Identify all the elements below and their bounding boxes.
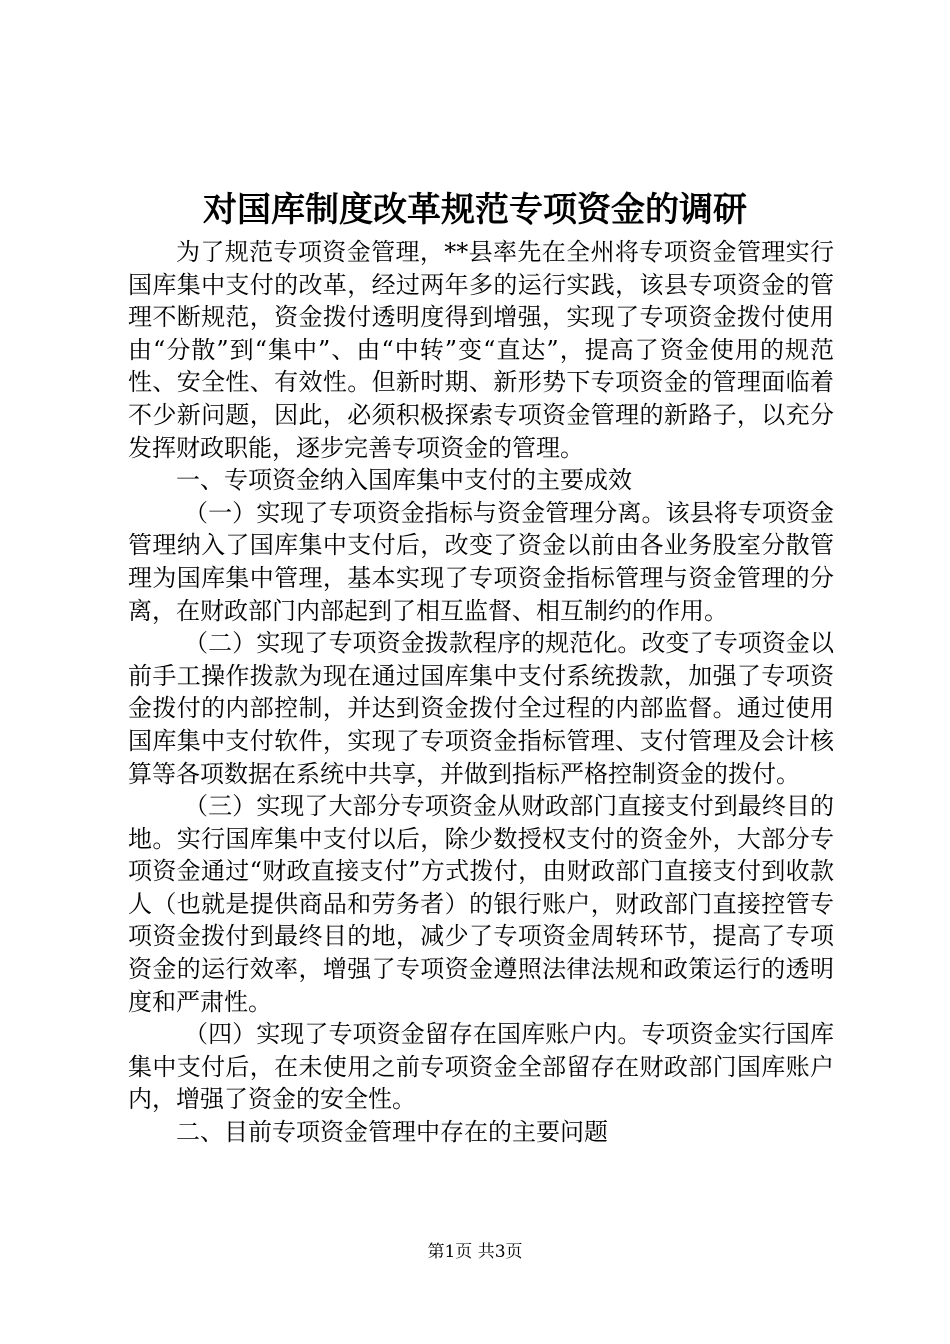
document-body — [128, 236, 834, 1149]
section-heading-2: 二、目前专项资金管理中存在的主要问题 — [176, 1118, 608, 1147]
paragraph-item-2: （二）实现了专项资金拨款程序的规范化。改变了专项资金以前手工操作拨款为现在通过国库集中支付系统拨款，加强了专项资金拨付的内部控制，并达到资金拨付全过程的内部监督。通过使用国库集中支付软件，实现了专项资金指标管理、支付管理及会计核算等各项数据在系统中共享，并做到指标严格控制资金的拨付。 — [128, 629, 834, 788]
page-number-footer: 第1页 共3页 — [427, 1242, 523, 1262]
paragraph-item-1: （一）实现了专项资金指标与资金管理分离。该县将专项资金管理纳入了国库集中支付后，改变了资金以前由各业务股室分散管理为国库集中管理，基本实现了专项资金指标管理与资金管理的分离，在财政部门内部起到了相互监督、相互制约的作用。 — [128, 498, 834, 625]
paragraph-item-4: （四）实现了专项资金留存在国库账户内。专项资金实行国库集中支付后，在未使用之前专项资金全部留存在财政部门国库账户内，增强了资金的安全性。 — [128, 1020, 834, 1114]
section-heading-1: 一、专项资金纳入国库集中支付的主要成效 — [176, 466, 632, 495]
document-title: 对国库制度改革规范专项资金的调研 — [203, 190, 747, 230]
paragraph-intro: 为了规范专项资金管理，**县率先在全州将专项资金管理实行国库集中支付的改革，经过两年多的运行实践，该县专项资金的管理不断规范，资金拨付透明度得到增强，实现了专项资金拨付使用由“分散”到“集中”、由“中转”变“直达”，提高了资金使用的规范性、安全性、有效性。但新时期、新形势下专项资金的管理面临着不少新问题，因此，必须积极探索专项资金管理的新路子，以充分发挥财政职能，逐步完善专项资金的管理。 — [128, 238, 834, 462]
paragraph-item-3: （三）实现了大部分专项资金从财政部门直接支付到最终目的地。实行国库集中支付以后，除少数授权支付的资金外，大部分专项资金通过“财政直接支付”方式拨付，由财政部门直接支付到收款人（也就是提供商品和劳务者）的银行账户，财政部门直接控管专项资金拨付到最终目的地，减少了专项资金周转环节，提高了专项资金的运行效率，增强了专项资金遵照法律法规和政策运行的透明度和严肃性。 — [128, 792, 834, 1016]
